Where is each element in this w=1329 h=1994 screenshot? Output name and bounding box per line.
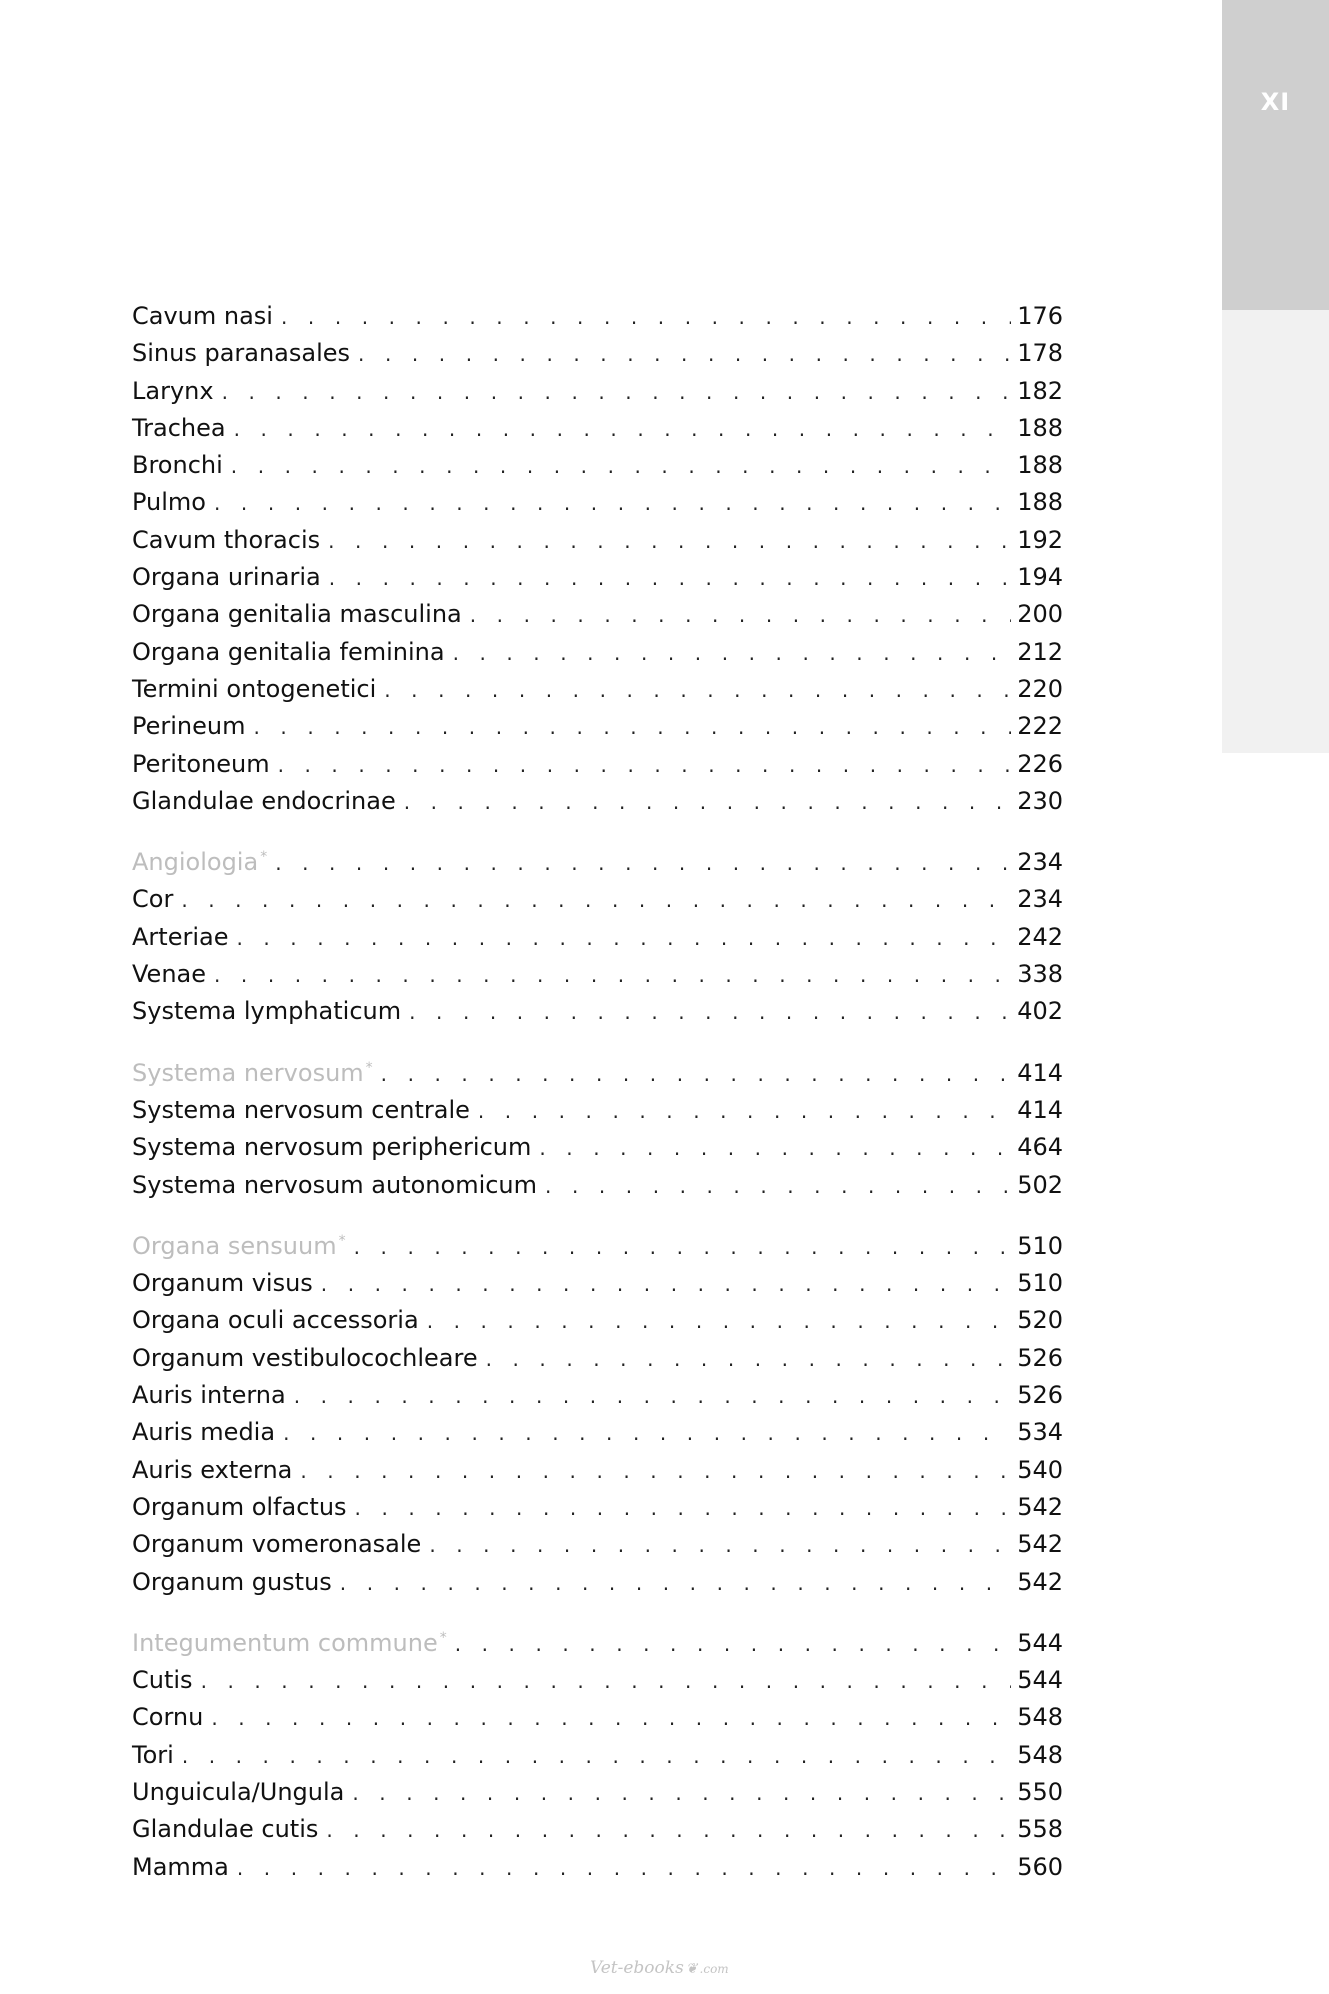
- title-text: Glandulae endocrinae: [132, 786, 396, 815]
- toc-entry[interactable]: [132, 1456, 1063, 1493]
- title-text: Organa genitalia feminina: [132, 637, 445, 666]
- title-text: Organa sensuum: [132, 1231, 337, 1260]
- title-text: Integumentum commune: [132, 1628, 438, 1657]
- page-reference: 510: [1017, 1231, 1063, 1260]
- page-reference: 526: [1017, 1381, 1063, 1410]
- page-reference: 544: [1017, 1666, 1063, 1695]
- page-reference: 414: [1017, 1058, 1063, 1087]
- chapter-tab-marker: [1222, 0, 1329, 310]
- toc-entry[interactable]: [132, 600, 1063, 637]
- dot-leader: [283, 1421, 1011, 1445]
- page-reference: 182: [1017, 376, 1063, 405]
- entry-title: [132, 712, 253, 740]
- dot-leader: [275, 851, 1011, 875]
- entry-title: [132, 1815, 326, 1843]
- page-reference: 510: [1017, 1269, 1063, 1298]
- section-title: [132, 1059, 381, 1087]
- toc-entry[interactable]: [132, 1530, 1063, 1567]
- page-reference: 220: [1017, 674, 1063, 703]
- title-text: Tori: [132, 1740, 174, 1769]
- entry-title: [132, 451, 231, 479]
- title-text: Organum visus: [132, 1269, 313, 1298]
- footnote-mark: *: [365, 1059, 373, 1076]
- dot-leader: [354, 1235, 1012, 1259]
- title-text: Auris externa: [132, 1455, 293, 1484]
- title-text: Unguicula/Ungula: [132, 1777, 345, 1806]
- page-reference: 542: [1017, 1567, 1063, 1596]
- page-reference: 542: [1017, 1492, 1063, 1521]
- table-of-contents: [132, 302, 1063, 1914]
- page-reference: 560: [1017, 1852, 1063, 1881]
- dot-leader: [234, 417, 1012, 441]
- page-reference: 502: [1017, 1170, 1063, 1199]
- title-text: Mamma: [132, 1852, 229, 1881]
- entry-title: [132, 787, 404, 815]
- title-text: Bronchi: [132, 451, 223, 480]
- toc-entry[interactable]: [132, 1171, 1063, 1208]
- toc-entry[interactable]: [132, 1133, 1063, 1170]
- dot-leader: [539, 1136, 1011, 1160]
- title-text: Glandulae cutis: [132, 1815, 319, 1844]
- dot-leader: [294, 1384, 1011, 1408]
- title-text: Organum gustus: [132, 1567, 332, 1596]
- title-text: Peritoneum: [132, 749, 270, 778]
- dot-leader: [236, 926, 1011, 950]
- watermark-text: Vet-ebooks: [590, 1958, 684, 1978]
- toc-entry[interactable]: [132, 1381, 1063, 1418]
- title-text: Systema nervosum periphericum: [132, 1133, 532, 1162]
- toc-entry[interactable]: [132, 526, 1063, 563]
- title-text: Organum olfactus: [132, 1492, 347, 1521]
- entry-title: [132, 377, 222, 405]
- title-text: Sinus paranasales: [132, 339, 351, 368]
- toc-entry[interactable]: [132, 960, 1063, 997]
- page-reference: 230: [1017, 786, 1063, 815]
- title-text: Organum vestibulocochleare: [132, 1343, 478, 1372]
- page-reference: 520: [1017, 1306, 1063, 1335]
- page-reference: 542: [1017, 1530, 1063, 1559]
- page-reference: 338: [1017, 960, 1063, 989]
- entry-title: [132, 1418, 283, 1446]
- toc-section: [132, 1232, 1063, 1605]
- page-reference: 194: [1017, 563, 1063, 592]
- section-title: [132, 1629, 455, 1657]
- dot-leader: [404, 790, 1011, 814]
- dot-leader: [182, 1744, 1011, 1768]
- title-text: Organa urinaria: [132, 563, 321, 592]
- dot-leader: [253, 715, 1011, 739]
- title-text: Termini ontogenetici: [132, 674, 377, 703]
- toc-entry[interactable]: [132, 1269, 1063, 1306]
- toc-section-heading[interactable]: [132, 1629, 1063, 1666]
- footnote-mark: *: [439, 1629, 447, 1646]
- dot-leader: [429, 1533, 1011, 1557]
- dot-leader: [278, 753, 1012, 777]
- dot-leader: [211, 1706, 1011, 1730]
- toc-entry[interactable]: [132, 1096, 1063, 1133]
- dot-leader: [231, 454, 1011, 478]
- page-reference: 178: [1017, 339, 1063, 368]
- entry-title: [132, 414, 234, 442]
- dot-leader: [201, 1669, 1012, 1693]
- entry-title: [132, 923, 236, 951]
- title-text: Auris media: [132, 1418, 276, 1447]
- page-reference: 242: [1017, 922, 1063, 951]
- toc-section-heading[interactable]: [132, 1059, 1063, 1096]
- entry-title: [132, 1381, 294, 1409]
- toc-entry[interactable]: [132, 787, 1063, 824]
- page-reference: 548: [1017, 1703, 1063, 1732]
- title-text: Trachea: [132, 413, 226, 442]
- toc-entry[interactable]: [132, 1344, 1063, 1381]
- toc-entry[interactable]: [132, 1493, 1063, 1530]
- toc-section: [132, 1629, 1063, 1890]
- entry-title: [132, 1568, 340, 1596]
- toc-entry[interactable]: [132, 414, 1063, 451]
- title-text: Cor: [132, 885, 174, 914]
- dot-leader: [455, 1632, 1011, 1656]
- dot-leader: [326, 1818, 1011, 1842]
- dot-leader: [427, 1309, 1012, 1333]
- entry-title: [132, 488, 214, 516]
- toc-section: [132, 1059, 1063, 1208]
- dot-leader: [329, 566, 1011, 590]
- entry-title: [132, 675, 384, 703]
- book-icon: ❦: [685, 1961, 698, 1977]
- page-reference: 226: [1017, 749, 1063, 778]
- page-reference: 222: [1017, 712, 1063, 741]
- title-text: Systema lymphaticum: [132, 997, 402, 1026]
- watermark-suffix: .com: [699, 1962, 729, 1976]
- entry-title: [132, 997, 409, 1025]
- title-text: Organum vomeronasale: [132, 1530, 422, 1559]
- dot-leader: [328, 529, 1011, 553]
- entry-title: [132, 638, 453, 666]
- entry-title: [132, 1530, 429, 1558]
- page-reference: 212: [1017, 637, 1063, 666]
- page-reference: 558: [1017, 1815, 1063, 1844]
- dot-leader: [355, 1496, 1012, 1520]
- title-text: Auris interna: [132, 1381, 286, 1410]
- entry-title: [132, 600, 470, 628]
- entry-title: [132, 750, 278, 778]
- title-text: Venae: [132, 960, 207, 989]
- dot-leader: [453, 641, 1012, 665]
- toc-entry[interactable]: [132, 712, 1063, 749]
- title-text: Cornu: [132, 1703, 204, 1732]
- dot-leader: [214, 491, 1011, 515]
- entry-title: [132, 1133, 539, 1161]
- toc-entry[interactable]: [132, 1568, 1063, 1605]
- toc-entry[interactable]: [132, 1741, 1063, 1778]
- toc-entry[interactable]: [132, 1418, 1063, 1455]
- page-reference: 414: [1017, 1095, 1063, 1124]
- title-text: Systema nervosum centrale: [132, 1095, 470, 1124]
- title-text: Cutis: [132, 1666, 193, 1695]
- page-reference: 234: [1017, 885, 1063, 914]
- title-text: Larynx: [132, 376, 214, 405]
- entry-title: [132, 339, 358, 367]
- title-text: Cavum nasi: [132, 302, 273, 330]
- page-reference: 188: [1017, 413, 1063, 442]
- chapter-tab-extension: [1222, 310, 1329, 753]
- toc-entry[interactable]: [132, 750, 1063, 787]
- toc-entry[interactable]: [132, 339, 1063, 376]
- title-text: Systema nervosum: [132, 1058, 364, 1087]
- dot-leader: [281, 305, 1011, 329]
- entry-title: [132, 960, 214, 988]
- section-title: [132, 1232, 354, 1260]
- entry-title: [132, 1171, 545, 1199]
- page-number: XI: [1260, 88, 1291, 116]
- toc-section-heading[interactable]: [132, 848, 1063, 885]
- entry-title: [132, 1778, 352, 1806]
- toc-section: [132, 848, 1063, 1034]
- dot-leader: [381, 1062, 1012, 1086]
- page-reference: 534: [1017, 1418, 1063, 1447]
- entry-title: [132, 1666, 201, 1694]
- page-reference: 176: [1017, 302, 1063, 330]
- page-reference: 402: [1017, 997, 1063, 1026]
- page-reference: 550: [1017, 1777, 1063, 1806]
- toc-entry[interactable]: [132, 923, 1063, 960]
- dot-leader: [486, 1347, 1012, 1371]
- title-text: Organa oculi accessoria: [132, 1306, 419, 1335]
- entry-title: [132, 302, 281, 330]
- title-text: Systema nervosum autonomicum: [132, 1170, 538, 1199]
- dot-leader: [321, 1272, 1011, 1296]
- toc-section-heading[interactable]: [132, 1232, 1063, 1269]
- dot-leader: [300, 1459, 1011, 1483]
- toc-entry[interactable]: [132, 997, 1063, 1034]
- toc-entry[interactable]: [132, 1778, 1063, 1815]
- entry-title: [132, 1269, 321, 1297]
- section-title: [132, 848, 275, 876]
- entry-title: [132, 1493, 355, 1521]
- page-reference: 544: [1017, 1628, 1063, 1657]
- dot-leader: [545, 1174, 1011, 1198]
- watermark: [590, 1958, 729, 1978]
- entry-title: [132, 526, 328, 554]
- toc-entry[interactable]: [132, 488, 1063, 525]
- toc-entry[interactable]: [132, 1815, 1063, 1852]
- page-reference: 188: [1017, 488, 1063, 517]
- footnote-mark: *: [338, 1232, 346, 1249]
- dot-leader: [237, 1856, 1011, 1880]
- dot-leader: [409, 1000, 1011, 1024]
- entry-title: [132, 1456, 300, 1484]
- page-reference: 234: [1017, 848, 1063, 877]
- dot-leader: [352, 1781, 1011, 1805]
- dot-leader: [358, 342, 1011, 366]
- dot-leader: [222, 380, 1012, 404]
- entry-title: [132, 1741, 182, 1769]
- toc-entry[interactable]: [132, 1853, 1063, 1890]
- dot-leader: [470, 603, 1011, 627]
- page-reference: 526: [1017, 1343, 1063, 1372]
- page-reference: 188: [1017, 451, 1063, 480]
- title-text: Pulmo: [132, 488, 206, 517]
- toc-entry[interactable]: [132, 885, 1063, 922]
- toc-entry[interactable]: [132, 377, 1063, 414]
- page-reference: 540: [1017, 1455, 1063, 1484]
- title-text: Cavum thoracis: [132, 525, 321, 554]
- entry-title: [132, 1853, 237, 1881]
- toc-entry[interactable]: [132, 302, 1063, 339]
- page-reference: 200: [1017, 600, 1063, 629]
- title-text: Arteriae: [132, 922, 229, 951]
- title-text: Angiologia: [132, 848, 259, 877]
- entry-title: [132, 1703, 211, 1731]
- dot-leader: [340, 1571, 1011, 1595]
- toc-entry[interactable]: [132, 1703, 1063, 1740]
- title-text: Perineum: [132, 712, 246, 741]
- footnote-mark: *: [260, 849, 268, 866]
- toc-entry[interactable]: [132, 563, 1063, 600]
- toc-entry[interactable]: [132, 451, 1063, 488]
- toc-entry[interactable]: [132, 638, 1063, 675]
- page-reference: 548: [1017, 1740, 1063, 1769]
- dot-leader: [181, 888, 1011, 912]
- entry-title: [132, 1306, 427, 1334]
- title-text: Organa genitalia masculina: [132, 600, 462, 629]
- page-reference: 192: [1017, 525, 1063, 554]
- toc-section: [132, 302, 1063, 824]
- entry-title: [132, 1344, 486, 1372]
- dot-leader: [478, 1099, 1011, 1123]
- page-reference: 464: [1017, 1133, 1063, 1162]
- toc-entry[interactable]: [132, 1666, 1063, 1703]
- toc-entry[interactable]: [132, 675, 1063, 712]
- toc-entry[interactable]: [132, 1306, 1063, 1343]
- entry-title: [132, 563, 329, 591]
- dot-leader: [384, 678, 1011, 702]
- dot-leader: [214, 963, 1011, 987]
- entry-title: [132, 885, 181, 913]
- entry-title: [132, 1096, 478, 1124]
